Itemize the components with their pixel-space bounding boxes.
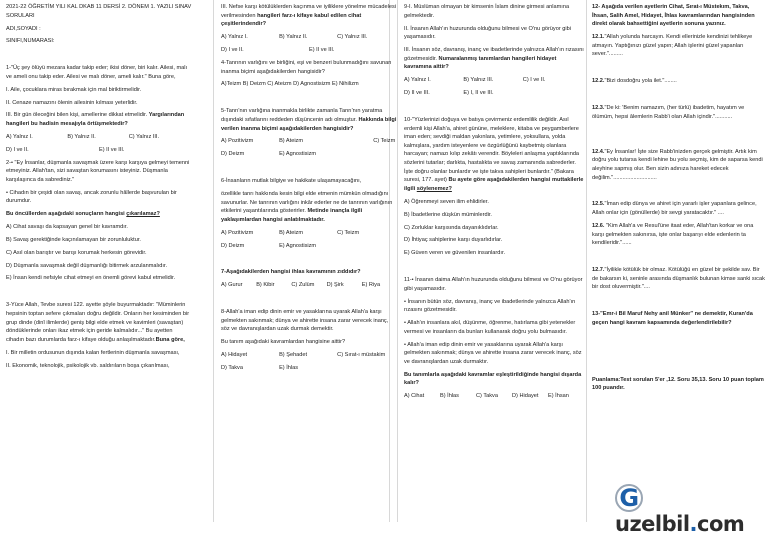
option-b[interactable]: B) Kibir [256, 282, 275, 289]
option-e[interactable]: E) Riya [361, 282, 381, 289]
question-prompt: Bu tanımlarla aşağıdaki kavramlar eşleştirildiğinde hangisi dışarda kalır? [404, 371, 582, 387]
question-4 [221, 59, 397, 89]
statement: III. Nefse karşı kötülüklerden kaçınma ve iyiliklere yönelme mücadelesi verilmesinden [221, 4, 397, 19]
sub-question-text: "Kim Allah'a ve Resul'üne itaat eder, Allah'tan korkar ve ona karşı gelmekten sakınırsa, işte onlar başarıyı elde edenlerin ta kendileridir."...... [592, 222, 754, 247]
option-b[interactable]: B) İbadetlerine düşkün müminlerdir. [404, 211, 492, 218]
option-c[interactable]: C) Takva [476, 393, 498, 400]
question-stem: 1-"Üç şey ölüyü mezara kadar takip eder; ikisi döner, biri kalır. Ailesi, malı ve ameli onu takip eder. Ailesi ve malı döner, ameli kalır." Buna göre, [6, 65, 188, 80]
sub-question-text: "İyilikle kötülük bir olmaz. Kötülüğü en güzel bir şekilde sav. Bir de bakarsın ki, seninle arasında düşmanlık bulunan kimse sanki sıcak bir dost oluvermiştir.".... [592, 267, 765, 291]
question-prompt: Yargılarından hangileri bu hadisin mesajıyla örtüşmektedir? [6, 112, 185, 128]
statement: III. Bir gün öleceğini bilen kişi, amellerine dikkat etmelidir. [6, 112, 148, 119]
watermark-dot: . [689, 512, 698, 536]
question-stem: özellikle tanrı hakkında kesin bilgi elde etmenin mümkün olmadığını savunurlar. Ne tanrının varlığını inkâr ederler ne de tanrının varlığının etkilerini yaşantılarında gösterirler. [221, 190, 393, 215]
column-divider [397, 0, 398, 522]
sub-question [592, 33, 766, 59]
sub-question-number: 12.7. [592, 267, 605, 274]
options-line[interactable]: A)Teizm B) Deizm C) Ateizm D) Agnostisizm E) Nihilizm [221, 81, 359, 88]
option-b[interactable]: B) Yalnız II. [67, 133, 96, 140]
statement: I. Aile, çocuklara miras bırakmak için mal biriktirmelidir. [6, 86, 142, 93]
question-3 [6, 301, 192, 370]
option-d[interactable]: D) İhtiyaç sahiplerine karşı duyarlıdırlar. [404, 237, 503, 244]
statement: I. Bir milletin ordusunun dışında kalan fertlerinin düşmanla savaşması, [6, 349, 180, 356]
question-11 [404, 276, 584, 401]
question-prompt: Numaralanmış tanımlardan hangileri hidayet kavramına aittir? [404, 55, 557, 71]
option-a[interactable]: A) Hidayet [221, 352, 248, 359]
question-prompt: Bu tanım aşağıdaki kavramlardan hangisine aittir? [221, 339, 346, 346]
option-a[interactable]: A) Öğrenmeyi seven ilim ehlidirler. [404, 198, 489, 205]
option-e[interactable]: E) Agnostisizm [279, 151, 317, 158]
class-field-label: SINIFI,NUMARASI: [6, 38, 55, 45]
premise-bullet: • Cihadın bir çeşidi olan savaş, ancak zorunlu hâllerde başvurulan bir durumdur. [6, 189, 177, 205]
question-stem: 5-Tanrı'nın varlığına inanmakla birlikte zamanla Tanrı'nın yaratma dışındaki sıfatlarını reddeden düşüncenin adı olmuştur. [221, 108, 383, 123]
option-b[interactable]: B) Şehadet [279, 352, 308, 359]
option-a[interactable]: A) Yalnız I. [221, 34, 248, 41]
exam-column-3 [404, 0, 584, 522]
option-e[interactable]: E) I, II ve III. [463, 90, 494, 96]
option-d[interactable]: D) Deizm [221, 242, 245, 249]
question-stem: 8-Allah'a iman edip dinin emir ve yasaklarına uyarak Allah'a karşı gelmekten sakınmak; dünya ve ahirette insana zarar verecek inanç, söz ve davranışlardan uzak durmak demektir. [221, 309, 389, 333]
option-e[interactable]: E) Agnostisizm [279, 242, 317, 249]
statement: II. İnsanın Allah'ın huzurunda olduğunu bilmesi ve O'nu görüyor gibi yaşamasıdır. [404, 25, 571, 41]
sub-question [592, 200, 766, 217]
sub-question [592, 148, 766, 183]
question-5 [221, 107, 397, 159]
option-c[interactable]: C) Teizm [373, 138, 396, 145]
option-a[interactable]: A) Cihat savaşı da kapsayan genel bir kavramdır. [6, 224, 128, 231]
watermark-text: uzelbil [615, 512, 690, 536]
question-prompt: Bu ayete göre aşağıdakilerden hangisi muttakilerle ilgili [404, 177, 584, 193]
sub-question-number: 12.6. [592, 222, 605, 229]
option-e[interactable]: E) İhlas [279, 364, 299, 371]
option-b[interactable]: B) Ateizm [279, 229, 304, 236]
premise-bullet: • Allah'a iman edip dinin emir ve yasaklarına uyarak Allah'a karşı gelmekten sakınmak; dünya ve ahirette insana zarar verecek inanç, söz ve davranışlardan uzak durmaktır. [404, 341, 582, 365]
option-e[interactable]: E) II ve III. [99, 146, 125, 153]
exam-column-2 [221, 0, 397, 522]
scoring-note: Puanlama:Test soruları 5'er ,12. Soru 35,13. Soru 10 puan toplam 100 puandır. [592, 376, 764, 392]
logo-g-icon: G [615, 484, 643, 512]
option-d[interactable]: D) I ve II. [221, 47, 244, 53]
question-stem: 12- Aşağıda verilen ayetlerin Cihat, Sırat-ı Müstekım, Takva, İhsan, Salih Amel, Hidayet, İhlas kavramlarından hangisinden direkt olarak bahsettiğini ayetlerin sonuna yazınız. [592, 4, 755, 28]
option-b[interactable]: B) Yalnız II. [279, 34, 308, 41]
option-b[interactable]: B) Yalnız III. [463, 77, 494, 84]
premise-bullet: • İnsanın bütün söz, davranış, inanç ve ibadetlerinde yalnızca Allah'ın rızasını gözetmesidir. [404, 298, 576, 314]
sub-question-text: "Allah yolunda harcayın. Kendi ellerinizle kendinizi tehlikeye atmayın. Yaptığınızı güzel yapın; Allah işlerini güzel yapanları sever."......... [592, 34, 753, 58]
option-c[interactable]: C) Zorluklar karşısında dayanıklıdırlar. [404, 224, 499, 231]
premise-bullet: 11-• İnsanın daima Allah'ın huzurunda olduğunu bilmesi ve O'nu görüyor gibi yaşamasıdır. [404, 277, 583, 292]
column-divider [213, 0, 214, 522]
question-8 [221, 308, 397, 373]
option-a[interactable]: A) Yalnız I. [404, 77, 431, 84]
option-c[interactable]: C) Teizm [337, 229, 360, 236]
statement: II. Cenaze namazını ölenin ailesinin kılması yeterlidir. [6, 99, 138, 106]
question-prompt: Bu öncüllerden aşağıdaki sonuçların hangisi [6, 211, 127, 218]
question-stem: 3-Yüce Allah, Tevbe suresi 122. ayette şöyle buyurmaktadır: "Müminlerin hepsinin toptan sefere çıkmaları doğru değildir. Onların her kesiminden bir grup dinde (dinî ilimlerde) geniş bilgi elde etmek ve kavimleri (savaştan) döndüklerinde onları ikaz etmek için geride kalmalıdır..." Bu ayetten cihadın bazı durumlarda farz-ı kifaye olduğu anlaşılmaktadır. [6, 302, 190, 343]
watermark-tld: com [697, 512, 745, 536]
question-stem: 4-Tanrının varlığını ve birliğini, eşi ve benzeri bulunmadığını savunan inanma biçimi aşağıdakilerden hangisidir? [221, 59, 392, 75]
option-e[interactable]: E) Güven veren ve güvenilen insanlardır. [404, 250, 506, 257]
sub-question-text: "İman edip dünya ve ahiret için yararlı işler yapanlara gelince, Allah onlar için (gönüllerde) bir sevgi yaratacaktır." .... [592, 201, 757, 217]
option-d[interactable]: D) I ve II. [6, 146, 29, 153]
sub-question-number: 12.4. [592, 148, 605, 155]
option-c[interactable]: C) I ve II. [522, 77, 546, 84]
option-a[interactable]: A) Gurur [221, 282, 243, 289]
sub-question-text: "De ki: 'Benim namazım, (her türlü) ibadetim, hayatım ve ölümüm, hepsi âlemlerin Rabb'i olan Allah içindir."........... [592, 105, 745, 120]
question-prompt: Hakkında bilgi verilen inanma biçimi aşağıdakilerden hangisidir? [221, 116, 397, 132]
question-13: 13-"Emr-i Bil Maruf Nehy anil Münker" ne demektir, Kuran'da geçen hangi kavram kapsamında değerlendirilebilir? [592, 311, 753, 326]
question-stem-bold: Buna göre, [155, 336, 185, 343]
exam-title: 2021-22 ÖĞRETİM YILI KAL DKAB 11 DERSİ 2. DÖNEM 1. YAZILI SINAV SORULARI [6, 4, 192, 19]
option-a[interactable]: A) Pozitivizm [221, 229, 254, 236]
option-d[interactable]: D) Hidayet [512, 393, 539, 400]
statement: III. İnsanın söz, davranış, inanç ve ibadetlerinde yalnızca Allah'ın rızasını gözetmesidir. [404, 47, 584, 62]
watermark-logo [615, 484, 768, 536]
option-d[interactable]: D) Takva [221, 364, 243, 371]
question-7 [221, 268, 397, 290]
sub-question-number: 12.5. [592, 201, 605, 208]
option-e[interactable]: E) İhsan [548, 393, 569, 400]
question-stem: 10-"Yüzlerinizi doğuya ve batıya çevirmeniz erdemlilik değildir. Asıl erdemli kişi Allah'a, ahiret gününe, meleklere, kitaba ve peygamberlere iman eden; sevdiği maldan yakınlara, yetimlere, yoksullara, yolda kalmışlara, yardım isteyenlere ve özgürlüğünü kaybetmiş olanlara harcayan; namazı kılıp zekâtı verendir. Böyleleri anlaşma yaptıklarında sözlerini tutarlar; darlıkta, hastalıkta ve savaş zamanında sabrederler. İşte doğru olanlar bunlardır ve işte takva sahipleri bunlardır." (Bakara suresi, 177. ayet) [404, 116, 580, 184]
question-prompt-emphasis: söylenemez? [416, 186, 452, 193]
sub-question-text: "Ey İnsanlar! İşte size Rabb'inizden gerçek gelmiştir. Artık kim doğru yolu tutarsa kendi lehine bu yolu seçmiş, kim de saparsa kendi aleyhine sapmış olur. Ben sizin adınıza hareket edecek değilim."............................ [592, 148, 763, 181]
question-prompt-emphasis: çıkarılamaz? [126, 211, 160, 218]
question-1 [6, 64, 192, 154]
question-stem: 6-İnsanların mutlak bilgiye ve hakikate ulaşamayacağını, [221, 178, 362, 185]
premise-bullet: • Allah'ın insanlara akıl, düşünme, öğrenme, hatırlama gibi yetenekler vermesi ve insanların da bunları kullanarak doğru yolu bulmasıdır. [404, 320, 576, 335]
option-b[interactable]: B) Savaş gerektiğinde kaçınılamayan bir zorunluluktur. [6, 236, 141, 243]
option-c[interactable]: C) Asıl olan barıştır ve barışı korumak herkesin görevidir. [6, 249, 147, 256]
option-b[interactable]: B) Ateizm [279, 138, 304, 145]
sub-question-number: 12.3. [592, 105, 605, 112]
question-stem: 7-Aşağıdakilerden hangisi ihlas kavramının zıddıdır? [221, 269, 361, 276]
statement: II. Ekonomik, teknolojik, psikolojik vb. saldırıların boşa çıkarılması, [6, 362, 170, 369]
option-a[interactable]: A) Yalnız I. [6, 133, 33, 140]
question-12 [592, 3, 766, 292]
exam-column-4 [592, 0, 766, 522]
option-c[interactable]: C) Sırat-ı müstakim [337, 352, 386, 359]
sub-question-number: 12.1. [592, 34, 605, 41]
sub-question [592, 104, 766, 121]
option-c[interactable]: C) Yalnız III. [128, 133, 160, 140]
option-d[interactable]: D) II ve III. [404, 90, 430, 96]
exam-column-1 [6, 0, 192, 522]
sub-question-number: 12.2. [592, 78, 605, 85]
option-c[interactable]: C) Yalnız III. [337, 34, 368, 41]
option-e[interactable]: E) II ve III. [309, 47, 335, 53]
question-10 [404, 116, 584, 258]
column-divider [586, 0, 587, 522]
option-d[interactable]: D) Şirk [326, 282, 344, 289]
sub-question [592, 222, 766, 248]
option-a[interactable]: A) Pozitivizm [221, 138, 254, 145]
statement: 9-I. Müslüman olmayan bir kimsenin İslam dinine girmesi anlamına gelmektedir. [404, 4, 570, 19]
question-9 [404, 3, 584, 98]
option-a[interactable]: A) Cihat [404, 393, 425, 400]
option-d[interactable]: D) Deizm [221, 151, 245, 158]
sub-question [592, 77, 766, 86]
sub-question [592, 266, 766, 292]
option-e[interactable]: E) İnsan kendi nefsiyle cihat etmeyi en önemli görevi kabul etmelidir. [6, 275, 176, 282]
option-c[interactable]: C) Zulüm [291, 282, 315, 289]
question-prompt: hangileri farz-ı kifaye kabul edilen cihat çeşitlerindendir? [221, 12, 362, 28]
question-6 [221, 177, 397, 250]
option-d[interactable]: D) Düşmanla savaşmak değil düşmanlığı bitirmek arzulanmalıdır. [6, 262, 168, 269]
sub-question-text: "Bizi dosdoğru yola ilet."........ [604, 78, 677, 85]
option-b[interactable]: B) İhlas [440, 393, 459, 400]
question-2 [6, 159, 192, 284]
question-prompt: Metinde inançla ilgili yaklaşımlardan hangisi anlatılmaktadır. [221, 208, 363, 223]
question-stem: 2-• "Ey İnsanlar, düşmanla savaşmak üzere karşı karşıya gelmeyi temenni etmeyiniz. Allah'tan, sizi savaştan korumasını isteyiniz. Düşmanla karşılaşınca da sabrediniz." [6, 159, 190, 183]
name-field-label: ADI,SOYADI : [6, 25, 41, 32]
